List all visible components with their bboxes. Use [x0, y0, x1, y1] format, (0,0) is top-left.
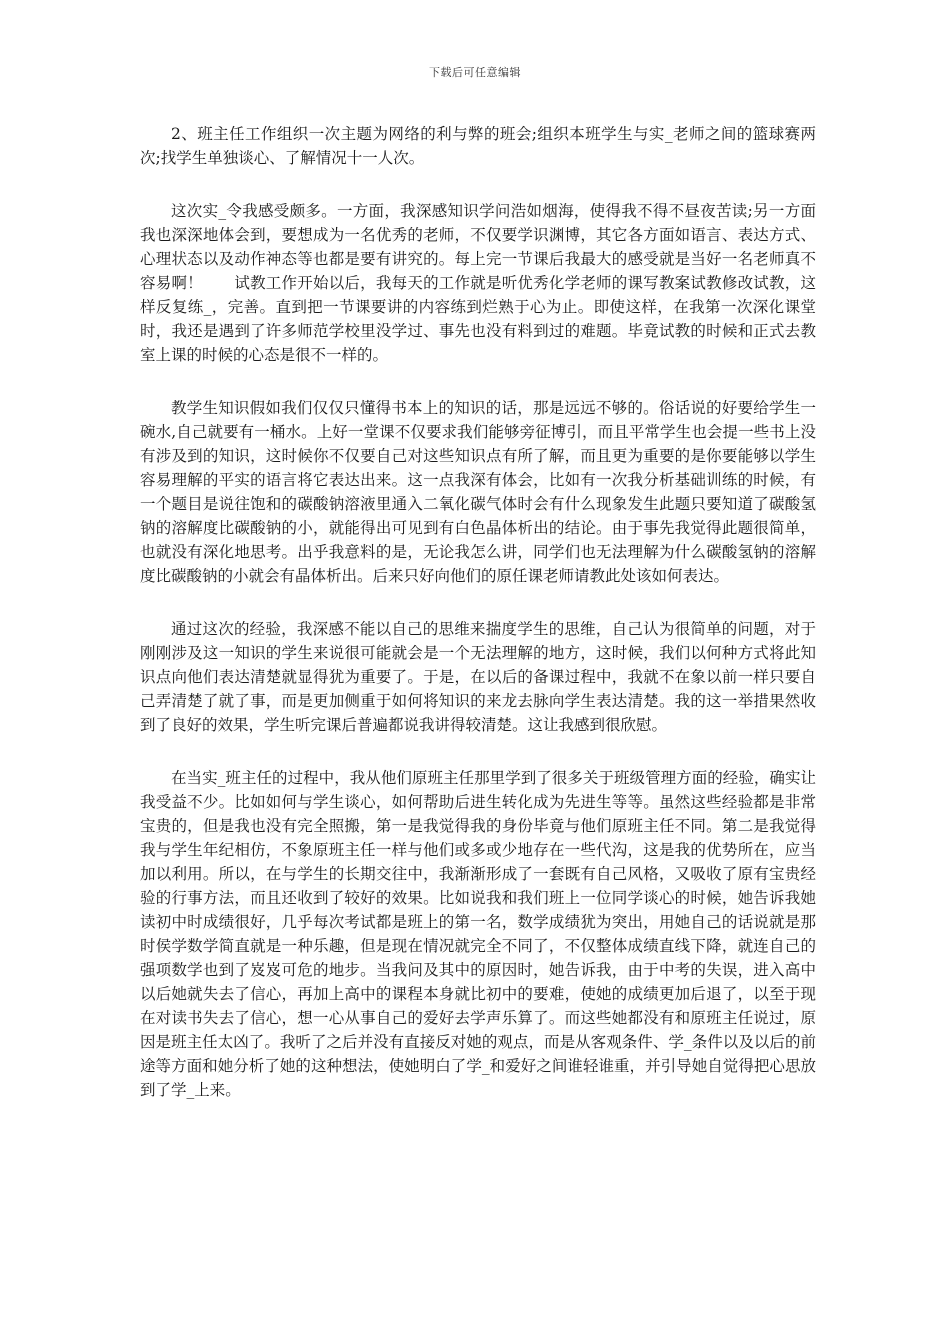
page-header: 下载后可任意编辑 [429, 66, 521, 79]
paragraph: 这次实_令我感受颇多。一方面，我深感知识学问浩如烟海，使得我不得不昼夜苦读;另一方面我也深深地体会到，要想成为一名优秀的老师，不仅要学识渊博，其它各方面如语言、表达方式、心理状态以及动作神态等也都是要有讲究的。每上完一节课后我最大的感受就是当好一名老师真不容易啊！ 试教工作开始以后，我每天的工作就是听优秀化学老师的课写教案试教修改试教，这样反复练_，完善。直到把一节课要讲的内容练到烂熟于心为止。即使这样，在我第一次深化课堂时，我还是遇到了许多师范学校里没学过、事先也没有料到过的难题。毕竟试教的时候和正式去教室上课的时候的心态是很不一样的。 [140, 202, 816, 364]
paragraph: 在当实_班主任的过程中，我从他们原班主任那里学到了很多关于班级管理方面的经验，确实让我受益不少。比如如何与学生谈心，如何帮助后进生转化成为先进生等等。虽然这些经验都是非常宝贵的，但是我也没有完全照搬，第一是我觉得我的身份毕竟与他们原班主任不同。第二是我觉得我与学生年纪相仿，不象原班主任一样与他们或多或少地存在一些代沟，这是我的优势所在，应当加以利用。所以，在与学生的长期交往中，我渐渐形成了一套既有自己风格，又吸收了原有宝贵经验的行事方法，而且还收到了较好的效果。比如说我和我们班上一位同学谈心的时候，她告诉我她读初中时成绩很好，几乎每次考试都是班上的第一名，数学成绩犹为突出，用她自己的话说就是那时侯学数学简直就是一种乐趣，但是现在情况就完全不同了，不仅整体成绩直线下降，就连自己的强项数学也到了岌岌可危的地步。当我问及其中的原因时，她告诉我，由于中考的失误，进入高中以后她就失去了信心，再加上高中的课程本身就比初中的要难，使她的成绩更加后退了，以至于现在对读书失去了信心，想一心从事自己的爱好去学声乐算了。而这些她都没有和原班主任说过，原因是班主任太凶了。我听了之后并没有直接反对她的观点，而是从客观条件、学_条件以及以后的前途等方面和她分析了她的这种想法，使她明白了学_和爱好之间谁轻谁重，并引导她自觉得把心思放到了学_上来。 [140, 769, 816, 1099]
document-body [140, 122, 816, 1102]
paragraph: 教学生知识假如我们仅仅只懂得书本上的知识的话，那是远远不够的。俗话说的好要给学生一碗水,自己就要有一桶水。上好一堂课不仅要求我们能够旁征博引，而且平常学生也会提一些书上没有涉及到的知识，这时候你不仅要自己对这些知识点有所了解，而且更为重要的是你要能够以学生容易理解的平实的语言将它表达出来。这一点我深有体会，比如有一次我分析基础训练的时候，有一个题目是说往饱和的碳酸钠溶液里通入二氧化碳气体时会有什么现象发生此题只要知道了碳酸氢钠的溶解度比碳酸钠的小，就能得出可见到有白色晶体析出的结论。由于事先我觉得此题很简单，也就没有深化地思考。出乎我意料的是，无论我怎么讲，同学们也无法理解为什么碳酸氢钠的溶解度比碳酸钠的小就会有晶体析出。后来只好向他们的原任课老师请教此处该如何表达。 [140, 399, 816, 585]
paragraph: 2、班主任工作组织一次主题为网络的利与弊的班会;组织本班学生与实_老师之间的篮球赛两次;找学生单独谈心、了解情况十一人次。 [140, 125, 816, 167]
paragraph: 通过这次的经验，我深感不能以自己的思维来揣度学生的思维，自己认为很简单的问题，对于刚刚涉及这一知识的学生来说很可能就会是一个无法理解的地方，这时候，我们以何种方式将此知识点向他们表达清楚就显得犹为重要了。于是，在以后的备课过程中，我就不在象以前一样只要自己弄清楚了就了事，而是更加侧重于如何将知识的来龙去脉向学生表达清楚。我的这一举措果然收到了良好的效果，学生听完课后普遍都说我讲得较清楚。这让我感到很欣慰。 [140, 620, 816, 734]
